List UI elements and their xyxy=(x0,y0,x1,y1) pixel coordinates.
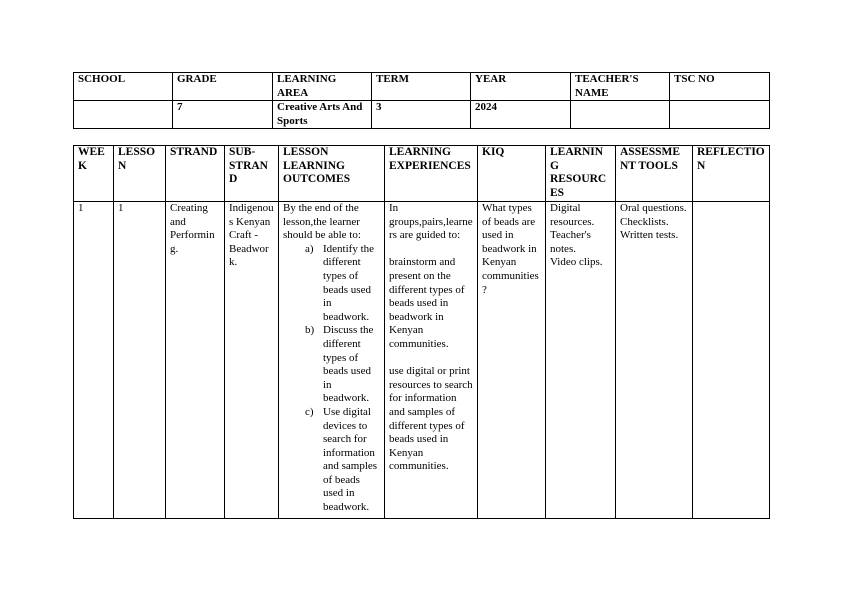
value-school xyxy=(74,101,173,129)
list-marker: b) xyxy=(305,324,315,337)
value-teacher-name xyxy=(571,101,670,129)
assessment-item: Checklists. xyxy=(620,215,669,228)
header-grade: GRADE xyxy=(173,73,273,101)
header-learning-area: LEARNING AREA xyxy=(273,73,372,101)
header-kiq: KIQ xyxy=(478,146,546,202)
list-item xyxy=(305,405,380,515)
assessment-item: Oral questions. xyxy=(620,202,687,214)
header-resources: LEARNING RESOURCES xyxy=(546,146,616,202)
cell-lesson: 1 xyxy=(114,202,166,519)
list-marker: c) xyxy=(305,405,314,418)
cell-reflection xyxy=(693,202,770,519)
outcome-text: Discuss the different types of beads used in beadwork. xyxy=(323,324,374,405)
header-term: TERM xyxy=(372,73,471,101)
value-term: 3 xyxy=(372,101,471,129)
header-year: YEAR xyxy=(471,73,571,101)
cell-experiences xyxy=(385,202,478,519)
header-assessment: ASSESSMENT TOOLS xyxy=(616,146,693,202)
header-school: SCHOOL xyxy=(74,73,173,101)
outcomes-list xyxy=(283,243,380,515)
value-year: 2024 xyxy=(471,101,571,129)
header-lesson: LESSON xyxy=(114,146,166,202)
outcome-text: Use digital devices to search for information and samples of beads used in beadwork. xyxy=(323,405,378,514)
header-strand: STRAND xyxy=(166,146,225,202)
value-learning-area: Creative Arts And Sports xyxy=(273,101,372,129)
header-experiences: LEARNING EXPERIENCES xyxy=(385,146,478,202)
outcomes-intro: By the end of the lesson,the learner should be able to: xyxy=(283,202,361,242)
list-item xyxy=(305,242,380,325)
header-outcomes: LESSON LEARNING OUTCOMES xyxy=(279,146,385,202)
resource-item: Digital resources. xyxy=(550,202,595,228)
cell-sub-strand: Indigenous Kenyan Craft - Beadwork. xyxy=(225,202,279,519)
value-grade: 7 xyxy=(173,101,273,129)
experience-text: brainstorm and present on the different types of beads used in beadwork in Kenyan communities. xyxy=(389,256,465,350)
header-reflection: REFLECTION xyxy=(693,146,770,202)
header-tsc-no: TSC NO xyxy=(670,73,770,101)
experience-text: use digital or print resources to search for information and samples of different types of beads used in Kenyan communities. xyxy=(389,365,473,473)
cell-strand: Creating and Performing. xyxy=(166,202,225,519)
cell-assessment xyxy=(616,202,693,519)
header-sub-strand: SUB-STRAND xyxy=(225,146,279,202)
list-marker: a) xyxy=(305,242,314,255)
resource-item: Video clips. xyxy=(550,256,603,269)
resource-item: Teacher's notes. xyxy=(550,229,591,255)
outcome-text: Identify the different types of beads used in beadwork. xyxy=(323,242,375,323)
experience-text: In groups,pairs,learners are guided to: xyxy=(389,202,473,242)
scheme-of-work-table xyxy=(73,145,770,519)
cell-week: 1 xyxy=(74,202,114,519)
cell-resources xyxy=(546,202,616,519)
info-table xyxy=(73,72,770,129)
table-row xyxy=(74,202,770,519)
assessment-item: Written tests. xyxy=(620,229,679,242)
cell-kiq: What types of beads are used in beadwork in Kenyan communities? xyxy=(478,202,546,519)
list-item xyxy=(305,324,380,406)
cell-outcomes xyxy=(279,202,385,519)
header-week: WEEK xyxy=(74,146,114,202)
header-teacher-name: TEACHER'S NAME xyxy=(571,73,670,101)
value-tsc-no xyxy=(670,101,770,129)
